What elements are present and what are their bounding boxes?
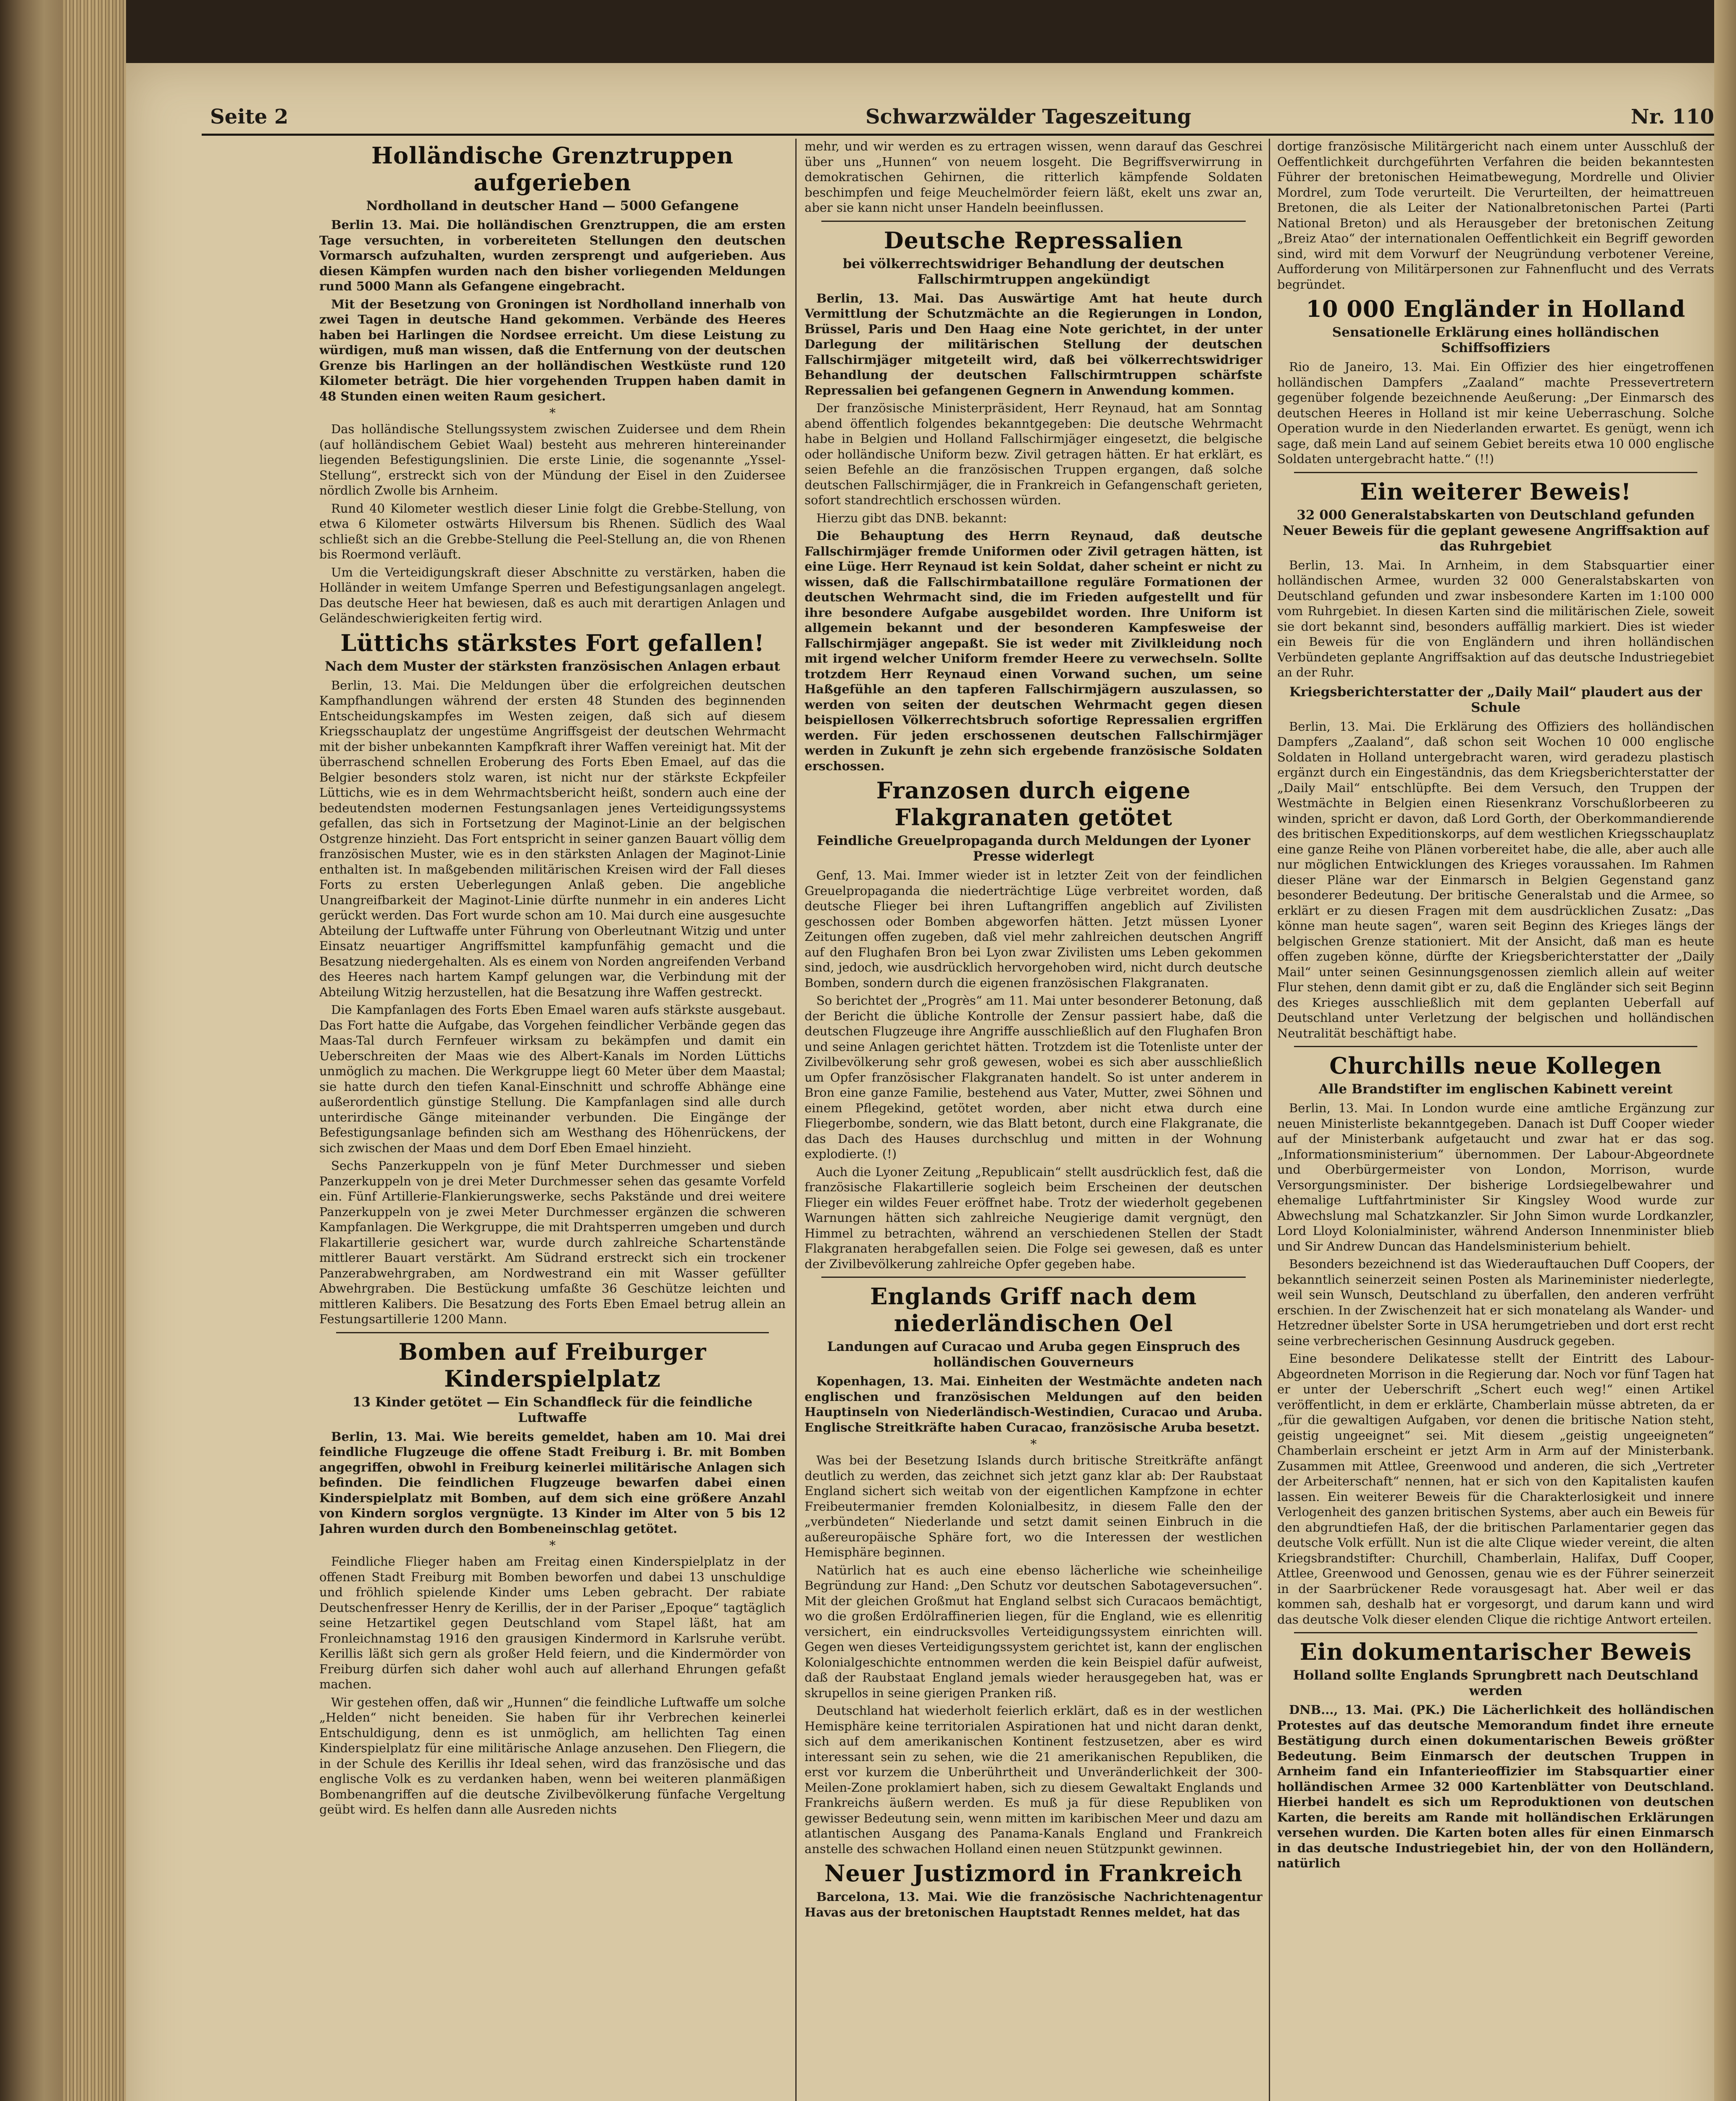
article-paragraph: dortige französische Militärgericht nach einem unter Ausschluß der Oeffentlichkeit durchgeführten Verfahren die beiden bekanntesten Führer der bretonischen Heimatbewegung, Mordrelle und Olivier Mordrel, zum Tode verurteilt. Die Verurteilten, der heimattreuen Bretonen, die als Leiter der Nationalbretonischen Partei (Parti National Breton) und als Herausgeber der bretonischen Zeitung „Breiz Atao“ der internationalen Oeffentlichkeit ein Begriff geworden sind, wird mit dem Vorwurf der Neugründung verbotener Vereine, Aufforderung von Militärpersonen zur Fahnenflucht und des Verrats begründet.	[1277, 139, 1714, 292]
page-label: Seite 2	[210, 105, 289, 129]
article-paragraph: Um die Verteidigungskraft dieser Abschnitte zu verstärken, haben die Holländer in weitem Umfange Sperren und Befestigungsanlagen angelegt. Das deutsche Heer hat bewiesen, daß es auch mit derartigen Anlagen und Geländeschwierigkeiten fertig wird.	[319, 565, 786, 625]
article-paragraph: Berlin, 13. Mai. In London wurde eine amtliche Ergänzung zur neuen Ministerliste bekanntgegeben. Danach ist Duff Cooper wieder auf der Ministerbank aufgetaucht und zwar hat er das sog. „Informationsministerium“ übernommen. Der Labour-Abgeordnete und Oberbürgermeister von London, Morrison, wurde Versorgungsminister. Der bisherige Lordsiegelbewahrer und ehemalige Luftfahrtminister Sir Kingsley Wood wurde zur Abwechslung mal Schatzkanzler. Sir John Simon wurde Lordkanzler, Lord Lloyd Kolonialminister, während Anderson Innenminister blieb und Sir Andrew Duncan das Handelsministerium behielt.	[1277, 1101, 1714, 1253]
article-paragraph: Wir gestehen offen, daß wir „Hunnen“ die feindliche Luftwaffe um solche „Helden“ nicht beneiden. Sie haben für ihr Verbrechen keinerlei Entschuldigung, denn es ist unmöglich, am hellichten Tag einen Kinderspielplatz für eine militärische Anlage anzusehen. Den Fliegern, die in der Schule des Kerillis ihr Ideal sehen, wird das französische und das englische Volk es zu verdanken haben, wenn bei weiteren planmäßigen Bombenangriffen auf die deutsche Zivilbevölkerung fünfache Vergeltung geübt wird. Es helfen dann alle Ausreden nichts	[319, 1695, 786, 1817]
article-paragraph: Berlin, 13. Mai. Die Erklärung des Offiziers des holländischen Dampfers „Zaaland“, daß schon seit Wochen 10 000 englische Soldaten in Holland untergebracht waren, wird geradezu plastisch ergänzt durch ein Eingeständnis, das dem Kriegsberichterstatter der „Daily Mail“ entschlüpfte. Bei dem Versuch, den Truppen der Westmächte in Belgien einen Riesenkranz Vorschußlorbeeren zu winden, spricht er davon, daß Lord Gorth, der Oberkommandierende des britischen Expeditionskorps, auf dem westlichen Kriegsschauplatz eine ganze Reihe von Plänen vorbereitet habe, die alle, aber auch alle nur möglichen Entwicklungen des Krieges voraussahen. Im Rahmen dieser Pläne war der Einmarsch in Belgien Gegenstand ganz besonderer Bedeutung. Der britische Generalstab und die Armee, so erklärt er zu diesen Fragen mit dem ausdrücklichen Zusatz: „Das könne man heute sagen“, waren seit Beginn des Krieges längs der belgischen Grenze stationiert. Mit der Ansicht, daß man es heute offen zugeben könne, dürfte der Kriegsberichterstatter der „Daily Mail“ unter seinen Gesinnungsgenossen ziemlich allein auf weiter Flur stehen, denn damit gibt er zu, daß die Engländer sich seit Beginn des Krieges ausschließlich mit dem geplanten Ueberfall auf Deutschland unter Verletzung der belgischen und holländischen Neutralität beschäftigt habe.	[1277, 719, 1714, 1040]
asterisk-separator: *	[549, 406, 556, 421]
article-headline: Ein dokumentarischer Beweis	[1299, 1638, 1692, 1665]
article-headline: Lüttichs stärkstes Fort gefallen!	[340, 629, 765, 656]
article-rule	[821, 221, 1246, 222]
article-subheadline: Nordholland in deutscher Hand — 5000 Gefangene	[366, 198, 739, 213]
article-paragraph: Natürlich hat es auch eine ebenso lächerliche wie scheinheilige Begründung zur Hand: „Den Schutz vor deutschen Sabotageversuchen“. Mit der gleichen Großmut hat England selbst sich Curacaos bemächtigt, wo die großen Erdölraffinerien liegen, für die England, wie es ellenritig versichert, ein eindrucksvolles Verteidigungssystem einrichten will. Gegen wen dieses Verteidigungssystem gerichtet ist, kann der englischen Kolonialgeschichte entnommen werden die kein Beispiel dafür aufweist, daß der Raubstaat England jemals wieder herausgegeben hat, was er skrupellos in seine gierigen Pranken riß.	[805, 1563, 1263, 1700]
article-paragraph: Barcelona, 13. Mai. Wie die französische Nachrichtenagentur Havas aus der bretonischen Hauptstadt Rennes meldet, hat das	[805, 1890, 1263, 1919]
article-paragraph: Berlin, 13. Mai. Wie bereits gemeldet, haben am 10. Mai drei feindliche Flugzeuge die offene Stadt Freiburg i. Br. mit Bomben angegriffen, obwohl in Freiburg keinerlei militärische Anlagen sich befinden. Die feindlichen Flugzeuge bewarfen dabei einen Kinderspielplatz mit Bomben, auf dem sich eine größere Anzahl von Kindern sorglos vergnügte. 13 Kinder im Alter von 5 bis 12 Jahren wurden durch den Bombeneinschlag getötet.	[319, 1429, 786, 1536]
article-subheadline: 32 000 Generalstabskarten von Deutschland gefunden Neuer Beweis für die geplant gewesene Angriffsaktion auf das Ruhrgebiet	[1282, 507, 1709, 554]
article-subheadline: Landungen auf Curacao und Aruba gegen Einspruch des holländischen Gouverneurs	[827, 1339, 1240, 1370]
article-rule	[336, 1332, 769, 1333]
article-paragraph: Die Kampfanlagen des Forts Eben Emael waren aufs stärkste ausgebaut. Das Fort hatte die Aufgabe, das Vorgehen feindlicher Verbände gegen das Maas-Tal durch Fernfeuer wirksam zu bekämpfen und damit ein Ueberschreiten der Maas wie des Albert-Kanals im Norden Lüttichs unmöglich zu machen. Die Werkgruppe liegt 60 Meter über dem Maastal; sie hatte durch den tiefen Kanal-Einschnitt und schroffe Abhänge eine außerordentlich günstige Stellung. Die Kampfanlagen sind alle durch unterirdische Gänge miteinander verbunden. Die Eingänge der Befestigungsanlage befinden sich am Westhang des Höhenrückens, der sich zwischen der Maas und dem Dorf Eben Emael hinzieht.	[319, 1003, 786, 1155]
article-paragraph: Hierzu gibt das DNB. bekannt:	[816, 511, 1007, 525]
article-paragraph: Berlin 13. Mai. Die holländischen Grenztruppen, die am ersten Tage versuchten, in vorbereiteten Stellungen den deutschen Vormarsch aufzuhalten, wurden zersprengt und aufgerieben. Aus diesen Kämpfen wurden nach den bisher vorliegenden Meldungen rund 5000 Mann als Gefangene eingebracht.	[319, 218, 786, 293]
article-paragraph: Kopenhagen, 13. Mai. Einheiten der Westmächte andeten nach englischen und französischen Meldungen auf den beiden Hauptinseln von Niederländisch-Westindien, Curacao und Aruba. Englische Streitkräfte haben Curacao, französische Aruba besetzt.	[805, 1374, 1263, 1435]
article-headline: Franzosen durch eigene Flakgranaten getötet	[876, 777, 1191, 831]
article-subheadline: Alle Brandstifter im englischen Kabinett vereint	[1318, 1082, 1673, 1097]
page-stack-edge	[63, 0, 126, 2101]
article-paragraph: DNB..., 13. Mai. (PK.) Die Lächerlichkeit des holländischen Protestes auf das deutsche Memorandum findet ihre erneute Bestätigung durch einen dokumentarischen Beweis größter Bedeutung. Beim Einmarsch der deutschen Truppen in Arnheim fand ein Infanterieoffizier im Stabsquartier einer holländischen Armee 32 000 Kartenblätter von Deutschland. Hierbei handelt es sich um Reproduktionen von deutschen Karten, die bereits am Rande mit holländischen Erklärungen versehen wurden. Die Karten boten alles für einen Einmarsch in das deutsche Industriegebiet hin, der von den Holländern, natürlich	[1277, 1703, 1714, 1870]
article-subheadline: 13 Kinder getötet — Ein Schandfleck für die feindliche Luftwaffe	[352, 1394, 752, 1425]
article-paragraph: Berlin, 13. Mai. Die Meldungen über die erfolgreichen deutschen Kampfhandlungen während der ersten 48 Stunden des beginnenden Entscheidungskampfes im Westen zeigen, daß sich auf diesem Kriegsschauplatz der ungestüme Angriffsgeist der deutschen Wehrmacht mit der bisher unbekannten Kampfkraft ihrer Waffen vereinigt hat. Mit der überraschend schnellen Eroberung des Forts Eben Emael, auf das die Belgier besonders stolz waren, ist nicht nur der stärkste Eckpfeiler Lüttichs, wie es in dem Wehrmachtsbericht heißt, sondern auch eine der bedeutendsten modernen Festungsanlagen jenes Verteidigungssystems gefallen, das sich in Fortsetzung der Maginot-Linie an der belgischen Ostgrenze hinzieht. Das Fort entspricht in seiner ganzen Bauart völlig dem französischen Muster, wie es in den stärksten Anlagen der Maginot-Linie enthalten ist. In maßgebenden militärischen Kreisen wird der Fall dieses Forts zu ersten Ueberlegungen Anlaß geben. Die angebliche Unangreifbarkeit der Maginot-Linie dürfte nunmehr in ein anderes Licht gerückt werden. Das Fort wurde schon am 10. Mai durch eine ausgesuchte Abteilung der Luftwaffe unter Führung von Oberleutnant Witzig und unter Einsatz neuartiger Angriffsmittel kampfunfähig gemacht und die Besatzung niedergehalten. Als es einem von Norden angreifenden Verband des Heeres nach hartem Kampf gelungen war, die Verbindung mit der Abteilung Witzig herzustellen, hat die Besatzung ihre Waffen gestreckt.	[319, 678, 786, 999]
article-paragraph: Berlin, 13. Mai. Das Auswärtige Amt hat heute durch Vermittlung der Schutzmächte an die Regierungen in London, Brüssel, Paris und Den Haag eine Note gerichtet, in der unter Darlegung der militärischen Stellung der deutschen Fallschirmjäger mitgeteilt wird, daß bei völkerrechtswidriger Behandlung der deutschen Fallschirmtruppen schärfste Repressalien bei gefangenen Gegnern in Anwendung kommen.	[805, 291, 1263, 398]
article-rule	[821, 1277, 1246, 1278]
article-paragraph: Berlin, 13. Mai. In Arnheim, in dem Stabsquartier einer holländischen Armee, wurden 32 000 Generalstabskarten von Deutschland gefunden und zwar insbesondere Karten im 1:100 000 vom Ruhrgebiet. In diesen Karten sind die militärischen Ziele, soweit sie dort bekannt sind, besonders auffällig markiert. Dies ist wieder ein Beweis für die von Engländern und ihren holländischen Verbündeten geplante Angriffsaktion auf das deutsche Industriegebiet an der Ruhr.	[1277, 558, 1714, 679]
article-headline: Bomben auf Freiburger Kinderspielplatz	[398, 1338, 707, 1392]
article-paragraph: Rund 40 Kilometer westlich dieser Linie folgt die Grebbe-Stellung, von etwa 6 Kilometer ostwärts Hilversum bis Rhenen. Südlich des Waal schließt sich an die Grebbe-Stellung die Peel-Stellung an, die von Rhenen bis Roermond verläuft.	[319, 501, 786, 561]
article-headline: Deutsche Repressalien	[884, 226, 1184, 254]
article-headline: Churchills neue Kollegen	[1329, 1052, 1662, 1079]
issue-number: Nr. 110	[1631, 105, 1714, 129]
column-1	[319, 139, 786, 2101]
article-headline: 10 000 Engländer in Holland	[1306, 295, 1686, 322]
article-paragraph: So berichtet der „Progrès“ am 11. Mai unter besonderer Betonung, daß der Bericht die übliche Kontrolle der Zensur passiert habe, daß die deutschen Flugzeuge ihre Angriffe ausschließlich auf den Flughafen Bron und seine Anlagen gerichtet hätten. Trotzdem ist die Totenliste unter der Zivilbevölkerung sehr groß gewesen, wobei es sich aber ausschließlich um Opfer französischer Flakgranaten handelt. So ist unter anderem in Bron eine ganze Familie, bestehend aus Vater, Mutter, zwei Söhnen und einem Pflegekind, getötet worden, aber nicht etwa durch eine Fliegerbombe, sondern, wie das Blatt betont, durch eine Flakgranate, die das Dach des Hauses durchschlug und mitten in der Wohnung explodierte. (!)	[805, 993, 1263, 1161]
article-headline: Neuer Justizmord in Frankreich	[824, 1860, 1243, 1887]
article-paragraph: Was bei der Besetzung Islands durch britische Streitkräfte anfängt deutlich zu werden, das zeichnet sich jetzt ganz klar ab: Der Raubstaat England sichert sich weitab von der eigentlichen Kampfzone in echter Freibeutermanier fremden Kolonialbesitz, in diesem Falle den der „verbündeten“ Niederlande und setzt damit seinen Einbruch in die außereuropäische Sphäre fort, wo die Interessen der westlichen Hemisphäre beginnen.	[805, 1453, 1263, 1559]
article-paragraph: Feindliche Flieger haben am Freitag einen Kinderspielplatz in der offenen Stadt Freiburg mit Bomben beworfen und dabei 13 unschuldige und fröhlich spielende Kinder ums Leben gebracht. Der rabiate Deutschenfresser Henry de Kerillis, der in der Pariser „Epoque“ tagtäglich seine Hetzartikel gegen Deutschland vom Stapel läßt, hat am Fronleichnamstag 1916 den grausigen Kindermord in Karlsruhe verübt. Kerillis läßt sich gern als großer Held feiern, und die Kindermörder von Freiburg dürfen sich daher wohl auch auf allerhand Ehrungen gefaßt machen.	[319, 1554, 786, 1691]
next-page-edge	[1714, 0, 1736, 2101]
page-header	[210, 101, 1714, 139]
article-headline: Ein weiterer Beweis!	[1360, 478, 1631, 505]
article-paragraph: Auch die Lyoner Zeitung „Republicain“ stellt ausdrücklich fest, daß die französische Flakartillerie sogleich beim Erscheinen der deutschen Flieger ein wildes Feuer eröffnet habe. Trotz der wiederholt gegebenen Warnungen hätten sich zahlreiche Neugierige damit vergnügt, den Himmel zu betrachten, während an verschiedenen Stellen der Stadt Flakgranaten herabgefallen seien. Die Folge sei gewesen, daß es unter der Zivilbevölkerung zahlreiche Opfer gegeben habe.	[805, 1164, 1263, 1271]
asterisk-separator: *	[549, 1538, 556, 1553]
article-subheadline: Holland sollte Englands Sprungbrett nach Deutschland werden	[1293, 1668, 1699, 1698]
article-subheadline: bei völkerrechtswidriger Behandlung der deutschen Fallschirmtruppen angekündigt	[843, 256, 1224, 287]
article-paragraph: Rio de Janeiro, 13. Mai. Ein Offizier des hier eingetroffenen holländischen Dampfers „Zaaland“ machte Pressevertretern gegenüber folgende bezeichnende Aeußerung: „Der Einmarsch des deutschen Heeres in Holland ist mir keine Ueberraschung. Solche Operation wurde in den Niederlanden erwartet. Es genügt, wenn ich sage, daß mein Land auf seinem Gebiet bereits etwa 10 000 englische Soldaten untergebracht hatte.“ (!!)	[1277, 360, 1714, 466]
article-paragraph: Der französische Ministerpräsident, Herr Reynaud, hat am Sonntag abend öffentlich folgendes bekanntgegeben: Die deutsche Wehrmacht habe in Belgien und Holland Fallschirmjäger eingesetzt, die belgische oder holländische Uniform bezw. Zivil getragen hätten. Er hat erklärt, es seien Befehle an die französischen Truppen ergangen, daß solche deutschen Fallschirmjäger, die in Frankreich in Gefangenschaft gerieten, sofort standrechtlich erschossen würden.	[805, 401, 1263, 507]
article-rule	[1294, 472, 1697, 473]
header-rule	[202, 134, 1714, 136]
article-paragraph: Deutschland hat wiederholt feierlich erklärt, daß es in der westlichen Hemisphäre keine territorialen Aspirationen hat und nicht daran denkt, sich auf dem amerikanischen Kontinent festzusetzen, aber es wird interessant sein zu sehen, wie die 21 amerikanischen Republiken, die erst vor kurzem die Unberührtheit und Unveränderlichkeit der 300-Meilen-Zone proklamiert haben, sich zu diesem Gewaltakt Englands und Frankreichs äußern werden. Es muß ja für diese Republiken von gewisser Bedeutung sein, wenn mitten im karibischen Meer und dazu am atlantischen Ausgang des Panama-Kanals England und Frankreich anstelle des schwachen Holland einen neuen Stützpunkt gewinnen.	[805, 1703, 1263, 1856]
article-subheadline: Sensationelle Erklärung eines holländischen Schiffsoffiziers	[1332, 325, 1660, 355]
article-headline: Holländische Grenztruppen aufgerieben	[371, 142, 734, 196]
article-paragraph: Das holländische Stellungssystem zwischen Zuidersee und dem Rhein (auf holländischem Gebiet Waal) besteht aus mehreren hintereinander liegenden Befestigungslinien. Die erste Linie, die sogenannte „Yssel-Stellung“, erstreckt sich von der Mündung der Eisel in den Zuidersee nördlich Zwolle bis Arnheim.	[319, 422, 786, 498]
article-headline: Englands Griff nach dem niederländischen Oel	[870, 1283, 1197, 1337]
column-divider	[795, 139, 797, 2101]
article-rule	[1294, 1046, 1697, 1047]
asterisk-separator: *	[1030, 1437, 1037, 1452]
column-3	[1277, 139, 1714, 2101]
column-divider	[1269, 139, 1270, 2101]
column-2	[805, 139, 1263, 2101]
article-paragraph: Die Behauptung des Herrn Reynaud, daß deutsche Fallschirmjäger fremde Uniformen oder Zivil getragen hätten, ist eine Lüge. Herr Reynaud ist kein Soldat, daher scheint er nicht zu wissen, daß die Fallschirmbataillone reguläre Formationen der deutschen Wehrmacht sind, die im Frieden aufgestellt und für ihre besondere Aufgabe ausgebildet worden. Ihre Uniform ist allgemein bekannt und der besonderen Kampfesweise der Fallschirmjäger angepaßt. Sie ist weder mit Zivilkleidung noch mit irgend welcher Uniform fremder Heere zu verwechseln. Sollte trotzdem Herr Reynaud einen Vorwand suchen, um seine Haßgefühle an den tapferen Fallschirmjägern auszulassen, so werden von seiten der deutschen Wehrmacht gegen diesen beispiellosen Völkerrechtsbruch sofortige Repressalien ergriffen werden. Für jeden erschossenen deutschen Fallschirmjäger werden in Zukunft je zehn sich ergebende französische Soldaten erschossen.	[805, 529, 1263, 773]
article-subheadline: Kriegsberichterstatter der „Daily Mail“ plaudert aus der Schule	[1289, 684, 1702, 715]
article-paragraph: Besonders bezeichnend ist das Wiederauftauchen Duff Coopers, der bekanntlich seinerzeit seinen Posten als Marineminister niederlegte, weil sein Wunsch, Deutschland zu überfallen, den anderen verfrüht erschien. In der Zwischenzeit hat er sich monatelang als Wander- und Hetzredner übelster Sorte in USA herumgetrieben und dort erst recht seine verbrecherischen Gesinnung Ausdruck gegeben.	[1277, 1257, 1714, 1348]
article-paragraph: Genf, 13. Mai. Immer wieder ist in letzter Zeit von der feindlichen Greuelpropaganda die niederträchtige Lüge verbreitet worden, daß deutsche Flieger bei ihren Luftangriffen angeblich auf Zivilisten geschossen oder Bomben abgeworfen hätten. Jetzt müssen Lyoner Zeitungen offen zugeben, daß viel mehr zahlreichen deutschen Angriff auf den Flughafen Bron bei Lyon zwar Zivilisten ums Leben gekommen sind, jedoch, wie ausdrücklich hervorgehoben wird, nicht durch deutsche Bomben, sondern durch die eigenen französischen Flakgranaten.	[805, 868, 1263, 990]
newspaper-title: Schwarzwälder Tageszeitung	[865, 105, 1192, 129]
article-subheadline: Nach dem Muster der stärksten französischen Anlagen erbaut	[325, 658, 780, 674]
article-rule	[1294, 1632, 1697, 1633]
article-paragraph: mehr, und wir werden es zu ertragen wissen, wenn darauf das Geschrei über uns „Hunnen“ von neuem losgeht. Die Begriffsverwirrung in demokratischen Gehirnen, die ritterlich kämpfende Soldaten beschimpfen und feige Meuchelmörder feiern läßt, ekelt uns zwar an, aber sie kann nicht unser Handeln beeinflussen.	[805, 139, 1263, 215]
article-paragraph: Sechs Panzerkuppeln von je fünf Meter Durchmesser und sieben Panzerkuppeln von je drei Meter Durchmesser sehen das gesamte Vorfeld ein. Fünf Artillerie-Flankierungswerke, sechs Pakstände und drei weitere Panzerkuppeln von je zwei Meter Durchmesser ergänzen die schweren Kampfanlagen. Die Werkgruppe, die mit Drahtsperren umgeben und durch Flakartillerie gesichert war, wurde durch zahlreiche Schartenstände mittlerer Bauart verstärkt. Am Südrand erstreckt sich ein trockener Panzerabwehrgraben, am Nordwestrand ein mit Wasser gefüllter Abwehrgraben. Die Bestückung umfaßte 36 Geschütze leichten und mittleren Kalibers. Die Besatzung des Forts Eben Emael betrug allein an Festungsartillerie 1200 Mann.	[319, 1158, 786, 1326]
article-subheadline: Feindliche Greuelpropaganda durch Meldungen der Lyoner Presse widerlegt	[817, 833, 1250, 864]
article-paragraph: Eine besondere Delikatesse stellt der Eintritt des Labour-Abgeordneten Morrison in die Regierung dar. Noch vor fünf Tagen hat er unter der Ueberschrift „Schert euch weg!“ einen Artikel veröffentlicht, in dem er erklärte, Chamberlain müsse abtreten, da er „für die gewaltigen Aufgaben, vor denen die britische Nation steht, geistig ungeeignet“ sei. Mit diesem „geistig ungeeigneten“ Chamberlain erscheint er jetzt Arm in Arm auf der Ministerbank. Zusammen mit Attlee, Greenwood und anderen, die sich „Vertreter der Arbeiterschaft“ nennen, hat er sich von den Kapitalisten kaufen lassen. Ein weiterer Beweis für die Charakterlosigkeit und innere Verlogenheit des ganzen britischen Systems, aber auch ein Beweis für den abgrundtiefen Haß, der die britischen Parlamentarier gegen das deutsche Volk erfüllt. Nun ist die alte Clique wieder vereint, die alten Kriegsbrandstifter: Churchill, Chamberlain, Halifax, Duff Cooper, Attlee, Greenwood und Genossen, genau wie es der Führer seinerzeit in der Saarbrückener Rede vorausgesagt hat. Aber weil er das kommen sah, deshalb hat er vorgesorgt, und darum kann und wird das deutsche Volk dieser elenden Clique die richtige Antwort erteilen.	[1277, 1351, 1714, 1627]
article-paragraph: Mit der Besetzung von Groningen ist Nordholland innerhalb von zwei Tagen in deutsche Hand gekommen. Verbände des Heeres haben bei Harlingen die Nordsee erreicht. Um diese Leistung zu würdigen, muß man wissen, daß die Entfernung von der deutschen Grenze bis Harlingen an der holländischen Westküste rund 120 Kilometer beträgt. Die hier vorgehenden Truppen haben damit in 48 Stunden einen weiten Raum gesichert.	[319, 297, 786, 403]
